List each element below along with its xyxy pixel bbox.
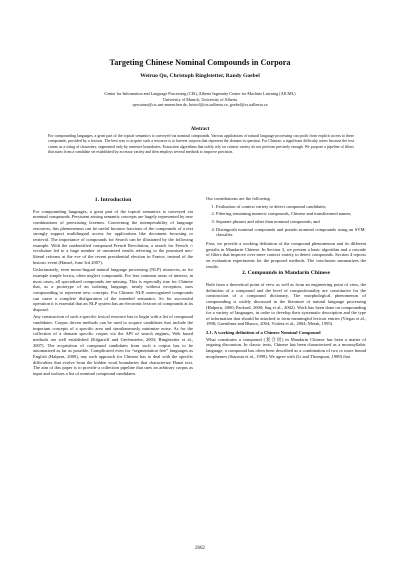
section2-paragraph: Both from a theoretical point of view as well as from an engineering point of view, the definition of a compound and the level of compositionality are constitutive for the construction of a compound dictionary. The morphological phenomenon of compounding is widely discussed in the literature of natural language processing (Halpern, 2000; Packard, 2000; Sag et al., 2002). Work has been done on compounding for a variety of languages, in order to develop their systematic description and the type of information that should be attached to form meaningful lexicon entries (Viegas et al., 1998; Guenthner and Blanco, 2004; Violeta et al., 2004; Meiak, 1995). <box>206 281 366 327</box>
subsection-heading: 2.1. A working definition of a Chinese Nominal Compound <box>206 330 321 336</box>
section-heading-introduction: 1. Introduction <box>94 197 132 203</box>
affiliation-line-1: Center for Information and Language Processing (CIS), Alberta Ingenuity Center for Machine Learning (AICML) <box>104 91 296 96</box>
left-column <box>33 196 193 379</box>
contributions-list <box>216 204 366 238</box>
intro-paragraph-1: For compounding languages, a great part of the topical semantics is conveyed via nominal compounds. Persistent arising semantic concepts are largely represented by new combinations of preexisting lexemes. Concerning the intemperability of language resources, this phenomenon can be useful because fractions of the compounds of a text strongly support multilingual access for applications like document browsing or retrieval. The importance of compounds for Search can be illustrated by the following example. With the unidentified compound French Revolution, a search for French ∩ revolution led to a huge number of unwanted results referring to the promised neo-liberal reforms at the eve of the recent presidential election in France, instead of the historic event (Hansel, June 3rd 2007). <box>33 208 193 265</box>
paper-title: Targeting Chinese Nominal Compounds in Corpora <box>109 58 291 67</box>
contributions-intro: Our contributions are the following. <box>206 196 271 201</box>
intro-paragraph-2: Unfortunately, even mono-lingual natural language processing (NLP) resources, as for example simple lexica, often neglect compounds. For less common areas of interest, in most cases, all specialized compounds are missing. This is especially true for Chinese that, as a prototype of an isolating language, nearly without exception, uses compounding to represent new concepts. For Chinese NLP, unrecognized compounds can cause a complete disfiguration of the intended semantics. So for successful operation it is essential that an NLP system has an electronic lexicon of compounds at its disposal. <box>33 267 193 312</box>
list-item: 3. Separate phrases and other than nominal compounds; and <box>216 219 366 225</box>
intro-paragraph-3: Any construction of such a specific lexical resource has to begin with a list of compound candidates. Corpus driven methods can be used to acquire candidates that include the important concepts of a specific area and simultaneously minimize noise. As for the collection of a domain specific corpus via the API of search engines, Web based methods are well established (Kilgarriff and Grefenstette, 2003; Ringlstetter et al., 2007). The acquisition of compound candidates from such a corpus has to be automatized as far as possible. Complicated even for “segmentation free” languages as English (Halpern, 2000), any such approach for Chinese has to deal with the specific difficulties that evolve from the hidden word boundaries that characterize Hanzi text. The aim of this paper is to provide a collection pipeline that uses an arbitrary corpus as input and isolates a list of nominal compound candidates. <box>33 314 193 377</box>
outline-paragraph: First, we provide a working definition of the compound phenomenon and its different gestalts in Mandarin Chinese. In Section 3, we present a basic algorithm and a cascade of filters that improve over mere context variety to detect compounds. Section 4 reports on evaluation experiments for the proposed methods. The conclusion summarizes the results. <box>206 240 366 269</box>
subsection-paragraph: What constitutes a compound (复合词) in Mandarin Chinese has been a matter of ongoing discussion. In classic texts, Chinese has been characterized as a monosyllabic language; a compound has often been described as a combination of two or more bound morphemes (Starosta et al., 1998). We agree with (Li and Thompson, 1989) that <box>206 336 366 359</box>
list-item: 1. Evaluation of context variety to detect compound candidates; <box>216 204 366 210</box>
list-item: 2. Filtering remaining numeric compounds, Chinese and transliterated names; <box>216 211 366 217</box>
section-heading-compounds: 2. Compounds in Mandarin Chinese <box>241 270 331 277</box>
affiliation-line-2: University of Munich, University of Alberta <box>163 96 237 102</box>
right-column <box>206 196 366 361</box>
paper-authors: Weiruo Qu, Christoph Ringlstetter, Randy Goebel <box>140 73 260 79</box>
abstract-text: For compounding languages, a great part of the topical semantics is conveyed via nominal compounds. Various applications of natural language processing can profit from explicit access to these compounds, provided by a lexicon. The best way to acquire such a resource is to harvest corpora that represent the domain in question. For Chinese, a significant difficulty arises because the text comes as a string of characters, segmented only by sentence boundaries. Extraction algorithms that solely rely on context variety do not perform precisely enough. We propose a pipeline of filters that starts from a candidate set established by accessor variety and then employs several methods to improve precision. <box>48 134 354 154</box>
abstract-heading: Abstract <box>190 127 210 132</box>
author-emails: qewuiruo@cis.uni-muenchen.de, kristof@cis.ualberta.ca, goebel@cs.ualberta.ca <box>132 102 268 108</box>
page-number: 2662 <box>195 546 205 551</box>
affiliation <box>30 91 370 108</box>
list-item: 4. Distinguish nominal compounds and pseudo nominal compounds using an SVM-classifier. <box>216 227 366 238</box>
